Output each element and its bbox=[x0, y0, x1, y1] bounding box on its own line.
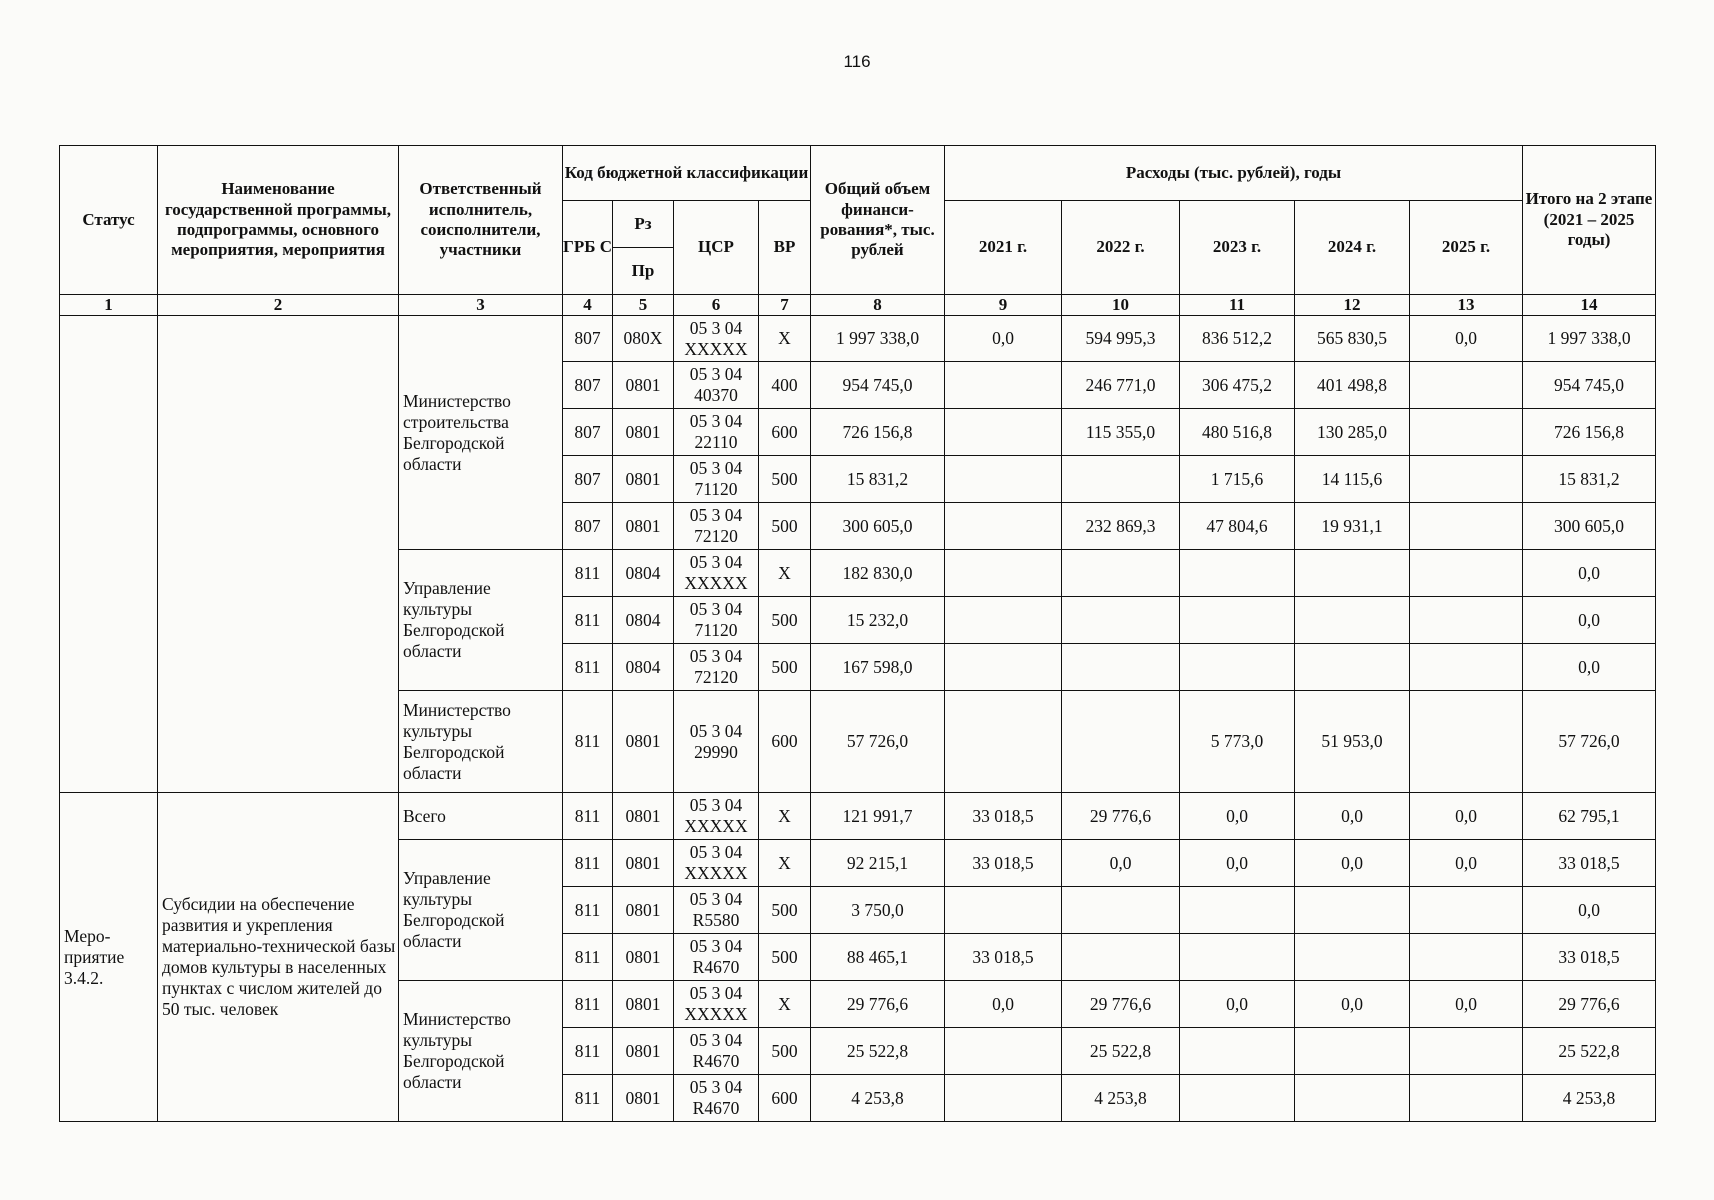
name-cell: Субсидии на обеспечение развития и укрепления материально-технической базы домов культуры в населенных пунктах с числом жителей до 50 тыс. человек bbox=[158, 793, 399, 1122]
vr-cell: 500 bbox=[759, 456, 811, 503]
csr-cell: 05 3 04 29990 bbox=[674, 691, 759, 793]
year-2021-cell bbox=[945, 1028, 1062, 1075]
csr-cell: 05 3 04 R5580 bbox=[674, 887, 759, 934]
year-2022-cell bbox=[1062, 597, 1180, 644]
executor-cell: Управление культуры Белгородской области bbox=[399, 840, 563, 981]
itogo-cell: 57 726,0 bbox=[1523, 691, 1656, 793]
year-2022-cell: 232 869,3 bbox=[1062, 503, 1180, 550]
year-2024-cell: 130 285,0 bbox=[1295, 409, 1410, 456]
year-2024-cell: 401 498,8 bbox=[1295, 362, 1410, 409]
csr-cell: 05 3 04 72120 bbox=[674, 644, 759, 691]
page-number: 116 bbox=[843, 52, 871, 71]
year-2024-cell: 0,0 bbox=[1295, 840, 1410, 887]
rzpr-cell: 0801 bbox=[613, 887, 674, 934]
name-cell-empty bbox=[158, 316, 399, 793]
year-2022-cell: 0,0 bbox=[1062, 840, 1180, 887]
rzpr-cell: 0801 bbox=[613, 456, 674, 503]
year-2023-cell bbox=[1180, 644, 1295, 691]
itogo-cell: 726 156,8 bbox=[1523, 409, 1656, 456]
year-2025-cell bbox=[1410, 362, 1523, 409]
year-2023-cell bbox=[1180, 550, 1295, 597]
grbs-cell: 807 bbox=[563, 456, 613, 503]
year-2025-cell bbox=[1410, 887, 1523, 934]
table-row bbox=[60, 793, 1656, 840]
year-2023-cell: 0,0 bbox=[1180, 981, 1295, 1028]
year-2021-cell bbox=[945, 456, 1062, 503]
total-cell: 726 156,8 bbox=[811, 409, 945, 456]
budget-table bbox=[59, 145, 1656, 1122]
vr-cell: 600 bbox=[759, 691, 811, 793]
year-2022-cell bbox=[1062, 644, 1180, 691]
itogo-cell: 0,0 bbox=[1523, 550, 1656, 597]
total-cell: 1 997 338,0 bbox=[811, 316, 945, 362]
itogo-cell: 4 253,8 bbox=[1523, 1075, 1656, 1122]
rzpr-cell: 0801 bbox=[613, 793, 674, 840]
year-2024-cell: 0,0 bbox=[1295, 981, 1410, 1028]
year-2022-cell bbox=[1062, 456, 1180, 503]
year-2022-cell bbox=[1062, 934, 1180, 981]
year-2024-cell bbox=[1295, 644, 1410, 691]
year-2025-cell bbox=[1410, 934, 1523, 981]
csr-cell: 05 3 04 XXXXX bbox=[674, 550, 759, 597]
year-2024-cell: 51 953,0 bbox=[1295, 691, 1410, 793]
column-number: 12 bbox=[1295, 295, 1410, 316]
itogo-cell: 0,0 bbox=[1523, 644, 1656, 691]
header-expenses: Расходы (тыс. рублей), годы bbox=[945, 146, 1523, 201]
header-csr: ЦСР bbox=[674, 201, 759, 295]
column-number: 13 bbox=[1410, 295, 1523, 316]
rzpr-cell: 0801 bbox=[613, 840, 674, 887]
header-year-2021: 2021 г. bbox=[945, 201, 1062, 295]
year-2023-cell: 5 773,0 bbox=[1180, 691, 1295, 793]
itogo-cell: 33 018,5 bbox=[1523, 934, 1656, 981]
grbs-cell: 807 bbox=[563, 362, 613, 409]
year-2025-cell: 0,0 bbox=[1410, 840, 1523, 887]
column-number: 10 bbox=[1062, 295, 1180, 316]
column-number: 11 bbox=[1180, 295, 1295, 316]
grbs-cell: 811 bbox=[563, 981, 613, 1028]
csr-cell: 05 3 04 71120 bbox=[674, 597, 759, 644]
year-2024-cell: 14 115,6 bbox=[1295, 456, 1410, 503]
year-2025-cell bbox=[1410, 503, 1523, 550]
year-2025-cell: 0,0 bbox=[1410, 981, 1523, 1028]
year-2023-cell bbox=[1180, 887, 1295, 934]
grbs-cell: 811 bbox=[563, 550, 613, 597]
column-number: 3 bbox=[399, 295, 563, 316]
itogo-cell: 25 522,8 bbox=[1523, 1028, 1656, 1075]
total-cell: 121 991,7 bbox=[811, 793, 945, 840]
csr-cell: 05 3 04 XXXXX bbox=[674, 981, 759, 1028]
total-cell: 3 750,0 bbox=[811, 887, 945, 934]
executor-cell: Министерство строительства Белгородской области bbox=[399, 316, 563, 550]
total-cell: 25 522,8 bbox=[811, 1028, 945, 1075]
total-cell: 182 830,0 bbox=[811, 550, 945, 597]
year-2024-cell bbox=[1295, 934, 1410, 981]
csr-cell: 05 3 04 R4670 bbox=[674, 1028, 759, 1075]
grbs-cell: 811 bbox=[563, 840, 613, 887]
year-2024-cell: 0,0 bbox=[1295, 793, 1410, 840]
column-number: 7 bbox=[759, 295, 811, 316]
total-cell: 15 232,0 bbox=[811, 597, 945, 644]
csr-cell: 05 3 04 22110 bbox=[674, 409, 759, 456]
vr-cell: 500 bbox=[759, 597, 811, 644]
vr-cell: X bbox=[759, 550, 811, 597]
year-2022-cell bbox=[1062, 550, 1180, 597]
year-2022-cell: 594 995,3 bbox=[1062, 316, 1180, 362]
grbs-cell: 807 bbox=[563, 503, 613, 550]
year-2021-cell: 33 018,5 bbox=[945, 793, 1062, 840]
header-budget-code: Код бюджетной классификации bbox=[563, 146, 811, 201]
year-2021-cell: 0,0 bbox=[945, 981, 1062, 1028]
total-cell: 88 465,1 bbox=[811, 934, 945, 981]
total-cell: 954 745,0 bbox=[811, 362, 945, 409]
itogo-cell: 62 795,1 bbox=[1523, 793, 1656, 840]
vr-cell: X bbox=[759, 840, 811, 887]
year-2022-cell: 29 776,6 bbox=[1062, 981, 1180, 1028]
year-2021-cell: 0,0 bbox=[945, 316, 1062, 362]
header-pr: Пр bbox=[613, 248, 674, 295]
rzpr-cell: 0804 bbox=[613, 644, 674, 691]
rzpr-cell: 080X bbox=[613, 316, 674, 362]
itogo-cell: 33 018,5 bbox=[1523, 840, 1656, 887]
year-2022-cell: 25 522,8 bbox=[1062, 1028, 1180, 1075]
csr-cell: 05 3 04 XXXXX bbox=[674, 840, 759, 887]
year-2021-cell bbox=[945, 887, 1062, 934]
total-cell: 29 776,6 bbox=[811, 981, 945, 1028]
grbs-cell: 811 bbox=[563, 934, 613, 981]
rzpr-cell: 0801 bbox=[613, 691, 674, 793]
executor-cell: Министерство культуры Белгородской области bbox=[399, 981, 563, 1122]
executor-cell: Всего bbox=[399, 793, 563, 840]
csr-cell: 05 3 04 R4670 bbox=[674, 1075, 759, 1122]
year-2021-cell bbox=[945, 691, 1062, 793]
year-2023-cell: 836 512,2 bbox=[1180, 316, 1295, 362]
year-2023-cell: 0,0 bbox=[1180, 840, 1295, 887]
year-2025-cell bbox=[1410, 456, 1523, 503]
total-cell: 15 831,2 bbox=[811, 456, 945, 503]
table-row bbox=[60, 316, 1656, 362]
column-number: 8 bbox=[811, 295, 945, 316]
year-2025-cell bbox=[1410, 597, 1523, 644]
vr-cell: 500 bbox=[759, 1028, 811, 1075]
column-number: 14 bbox=[1523, 295, 1656, 316]
csr-cell: 05 3 04 XXXXX bbox=[674, 793, 759, 840]
year-2023-cell: 306 475,2 bbox=[1180, 362, 1295, 409]
header-year-2024: 2024 г. bbox=[1295, 201, 1410, 295]
rzpr-cell: 0804 bbox=[613, 550, 674, 597]
year-2022-cell: 115 355,0 bbox=[1062, 409, 1180, 456]
csr-cell: 05 3 04 XXXXX bbox=[674, 316, 759, 362]
header-grbs: ГРБ С bbox=[563, 201, 613, 295]
rzpr-cell: 0801 bbox=[613, 1028, 674, 1075]
year-2025-cell bbox=[1410, 409, 1523, 456]
year-2021-cell bbox=[945, 550, 1062, 597]
year-2023-cell bbox=[1180, 1028, 1295, 1075]
column-number: 9 bbox=[945, 295, 1062, 316]
rzpr-cell: 0801 bbox=[613, 409, 674, 456]
total-cell: 57 726,0 bbox=[811, 691, 945, 793]
year-2024-cell: 19 931,1 bbox=[1295, 503, 1410, 550]
total-cell: 4 253,8 bbox=[811, 1075, 945, 1122]
year-2021-cell bbox=[945, 362, 1062, 409]
grbs-cell: 811 bbox=[563, 644, 613, 691]
year-2025-cell bbox=[1410, 550, 1523, 597]
rzpr-cell: 0801 bbox=[613, 503, 674, 550]
rzpr-cell: 0801 bbox=[613, 934, 674, 981]
vr-cell: 600 bbox=[759, 409, 811, 456]
csr-cell: 05 3 04 R4670 bbox=[674, 934, 759, 981]
year-2021-cell: 33 018,5 bbox=[945, 934, 1062, 981]
year-2022-cell bbox=[1062, 887, 1180, 934]
year-2021-cell bbox=[945, 597, 1062, 644]
column-number: 4 bbox=[563, 295, 613, 316]
status-cell-empty bbox=[60, 316, 158, 793]
header-rz: Рз bbox=[613, 201, 674, 248]
year-2023-cell: 480 516,8 bbox=[1180, 409, 1295, 456]
vr-cell: 500 bbox=[759, 887, 811, 934]
total-cell: 167 598,0 bbox=[811, 644, 945, 691]
year-2021-cell bbox=[945, 644, 1062, 691]
year-2021-cell bbox=[945, 409, 1062, 456]
vr-cell: 400 bbox=[759, 362, 811, 409]
vr-cell: 500 bbox=[759, 503, 811, 550]
vr-cell: 500 bbox=[759, 644, 811, 691]
header-year-2025: 2025 г. bbox=[1410, 201, 1523, 295]
csr-cell: 05 3 04 71120 bbox=[674, 456, 759, 503]
grbs-cell: 811 bbox=[563, 597, 613, 644]
vr-cell: 500 bbox=[759, 934, 811, 981]
grbs-cell: 811 bbox=[563, 1075, 613, 1122]
year-2024-cell: 565 830,5 bbox=[1295, 316, 1410, 362]
vr-cell: 600 bbox=[759, 1075, 811, 1122]
year-2023-cell: 47 804,6 bbox=[1180, 503, 1295, 550]
year-2025-cell bbox=[1410, 1028, 1523, 1075]
column-number: 2 bbox=[158, 295, 399, 316]
total-cell: 300 605,0 bbox=[811, 503, 945, 550]
total-cell: 92 215,1 bbox=[811, 840, 945, 887]
grbs-cell: 811 bbox=[563, 887, 613, 934]
year-2023-cell bbox=[1180, 1075, 1295, 1122]
year-2024-cell bbox=[1295, 597, 1410, 644]
header-vr: ВР bbox=[759, 201, 811, 295]
header-executor: Ответственный исполнитель, соисполнители, участники bbox=[399, 146, 563, 295]
grbs-cell: 807 bbox=[563, 409, 613, 456]
year-2022-cell bbox=[1062, 691, 1180, 793]
year-2023-cell bbox=[1180, 934, 1295, 981]
year-2022-cell: 246 771,0 bbox=[1062, 362, 1180, 409]
year-2021-cell bbox=[945, 1075, 1062, 1122]
itogo-cell: 300 605,0 bbox=[1523, 503, 1656, 550]
csr-cell: 05 3 04 72120 bbox=[674, 503, 759, 550]
vr-cell: X bbox=[759, 981, 811, 1028]
vr-cell: X bbox=[759, 793, 811, 840]
itogo-cell: 1 997 338,0 bbox=[1523, 316, 1656, 362]
year-2025-cell: 0,0 bbox=[1410, 316, 1523, 362]
rzpr-cell: 0801 bbox=[613, 981, 674, 1028]
year-2024-cell bbox=[1295, 887, 1410, 934]
year-2021-cell: 33 018,5 bbox=[945, 840, 1062, 887]
rzpr-cell: 0801 bbox=[613, 362, 674, 409]
itogo-cell: 29 776,6 bbox=[1523, 981, 1656, 1028]
year-2022-cell: 4 253,8 bbox=[1062, 1075, 1180, 1122]
column-number: 1 bbox=[60, 295, 158, 316]
itogo-cell: 0,0 bbox=[1523, 887, 1656, 934]
itogo-cell: 0,0 bbox=[1523, 597, 1656, 644]
year-2025-cell bbox=[1410, 691, 1523, 793]
executor-cell: Министерство культуры Белгородской области bbox=[399, 691, 563, 793]
header-year-2022: 2022 г. bbox=[1062, 201, 1180, 295]
grbs-cell: 811 bbox=[563, 1028, 613, 1075]
rzpr-cell: 0804 bbox=[613, 597, 674, 644]
year-2024-cell bbox=[1295, 550, 1410, 597]
year-2024-cell bbox=[1295, 1075, 1410, 1122]
vr-cell: X bbox=[759, 316, 811, 362]
header-year-2023: 2023 г. bbox=[1180, 201, 1295, 295]
year-2023-cell: 0,0 bbox=[1180, 793, 1295, 840]
itogo-cell: 15 831,2 bbox=[1523, 456, 1656, 503]
year-2021-cell bbox=[945, 503, 1062, 550]
year-2025-cell: 0,0 bbox=[1410, 793, 1523, 840]
header-total-volume: Общий объем финанси-рования*, тыс. рублей bbox=[811, 146, 945, 295]
column-number: 5 bbox=[613, 295, 674, 316]
header-itogo: Итого на 2 этапе (2021 – 2025 годы) bbox=[1523, 146, 1656, 295]
header-name: Наименование государственной программы, подпрограммы, основного мероприятия, мероприятия bbox=[158, 146, 399, 295]
executor-cell: Управление культуры Белгородской области bbox=[399, 550, 563, 691]
year-2022-cell: 29 776,6 bbox=[1062, 793, 1180, 840]
header-status: Статус bbox=[60, 146, 158, 295]
itogo-cell: 954 745,0 bbox=[1523, 362, 1656, 409]
csr-cell: 05 3 04 40370 bbox=[674, 362, 759, 409]
year-2023-cell bbox=[1180, 597, 1295, 644]
status-cell: Меро-приятие 3.4.2. bbox=[60, 793, 158, 1122]
grbs-cell: 807 bbox=[563, 316, 613, 362]
rzpr-cell: 0801 bbox=[613, 1075, 674, 1122]
year-2024-cell bbox=[1295, 1028, 1410, 1075]
year-2023-cell: 1 715,6 bbox=[1180, 456, 1295, 503]
grbs-cell: 811 bbox=[563, 691, 613, 793]
year-2025-cell bbox=[1410, 1075, 1523, 1122]
year-2025-cell bbox=[1410, 644, 1523, 691]
column-number: 6 bbox=[674, 295, 759, 316]
grbs-cell: 811 bbox=[563, 793, 613, 840]
